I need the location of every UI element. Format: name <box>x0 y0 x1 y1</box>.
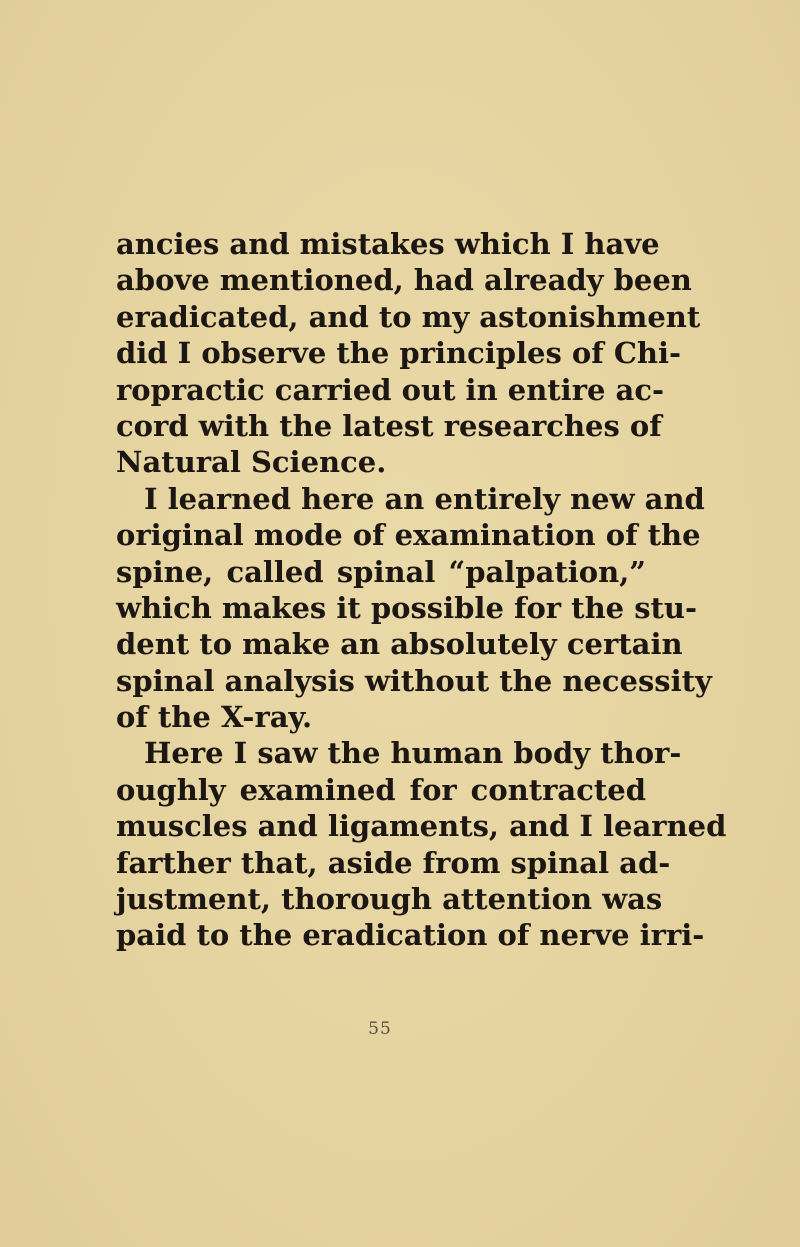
text-line: ancies and mistakes which I have <box>116 227 660 261</box>
text-line: farther that, aside from spinal ad- <box>116 845 671 880</box>
text-line: of the X-ray. <box>116 700 313 735</box>
text-line: cord with the latest researches of <box>116 408 662 443</box>
text-line: Here I saw the human body thor- <box>144 736 682 771</box>
body-text <box>116 226 727 954</box>
text-line: above mentioned, had already been <box>116 263 692 298</box>
text-line: paid to the eradication of nerve irri- <box>116 918 705 953</box>
text-line: oughly examined for contracted <box>116 772 646 807</box>
text-line: which makes it possible for the stu- <box>116 590 698 625</box>
text-line: spinal analysis without the necessity <box>116 663 712 698</box>
text-line: I learned here an entirely new and <box>144 481 705 516</box>
text-line: muscles and ligaments, and I learned <box>116 809 727 844</box>
text-line: eradicated, and to my astonishment <box>116 299 701 334</box>
text-line: spine, called spinal “palpation,” <box>116 554 646 589</box>
text-line: original mode of examination of the <box>116 518 701 553</box>
text-line: justment, thorough attention was <box>116 882 663 917</box>
text-line: did I observe the principles of Chi- <box>116 336 682 371</box>
text-line: ropractic carried out in entire ac- <box>116 372 665 407</box>
text-line: Natural Science. <box>116 445 387 480</box>
page-number: 55 <box>368 1019 392 1039</box>
text-line: dent to make an absolutely certain <box>116 627 683 662</box>
